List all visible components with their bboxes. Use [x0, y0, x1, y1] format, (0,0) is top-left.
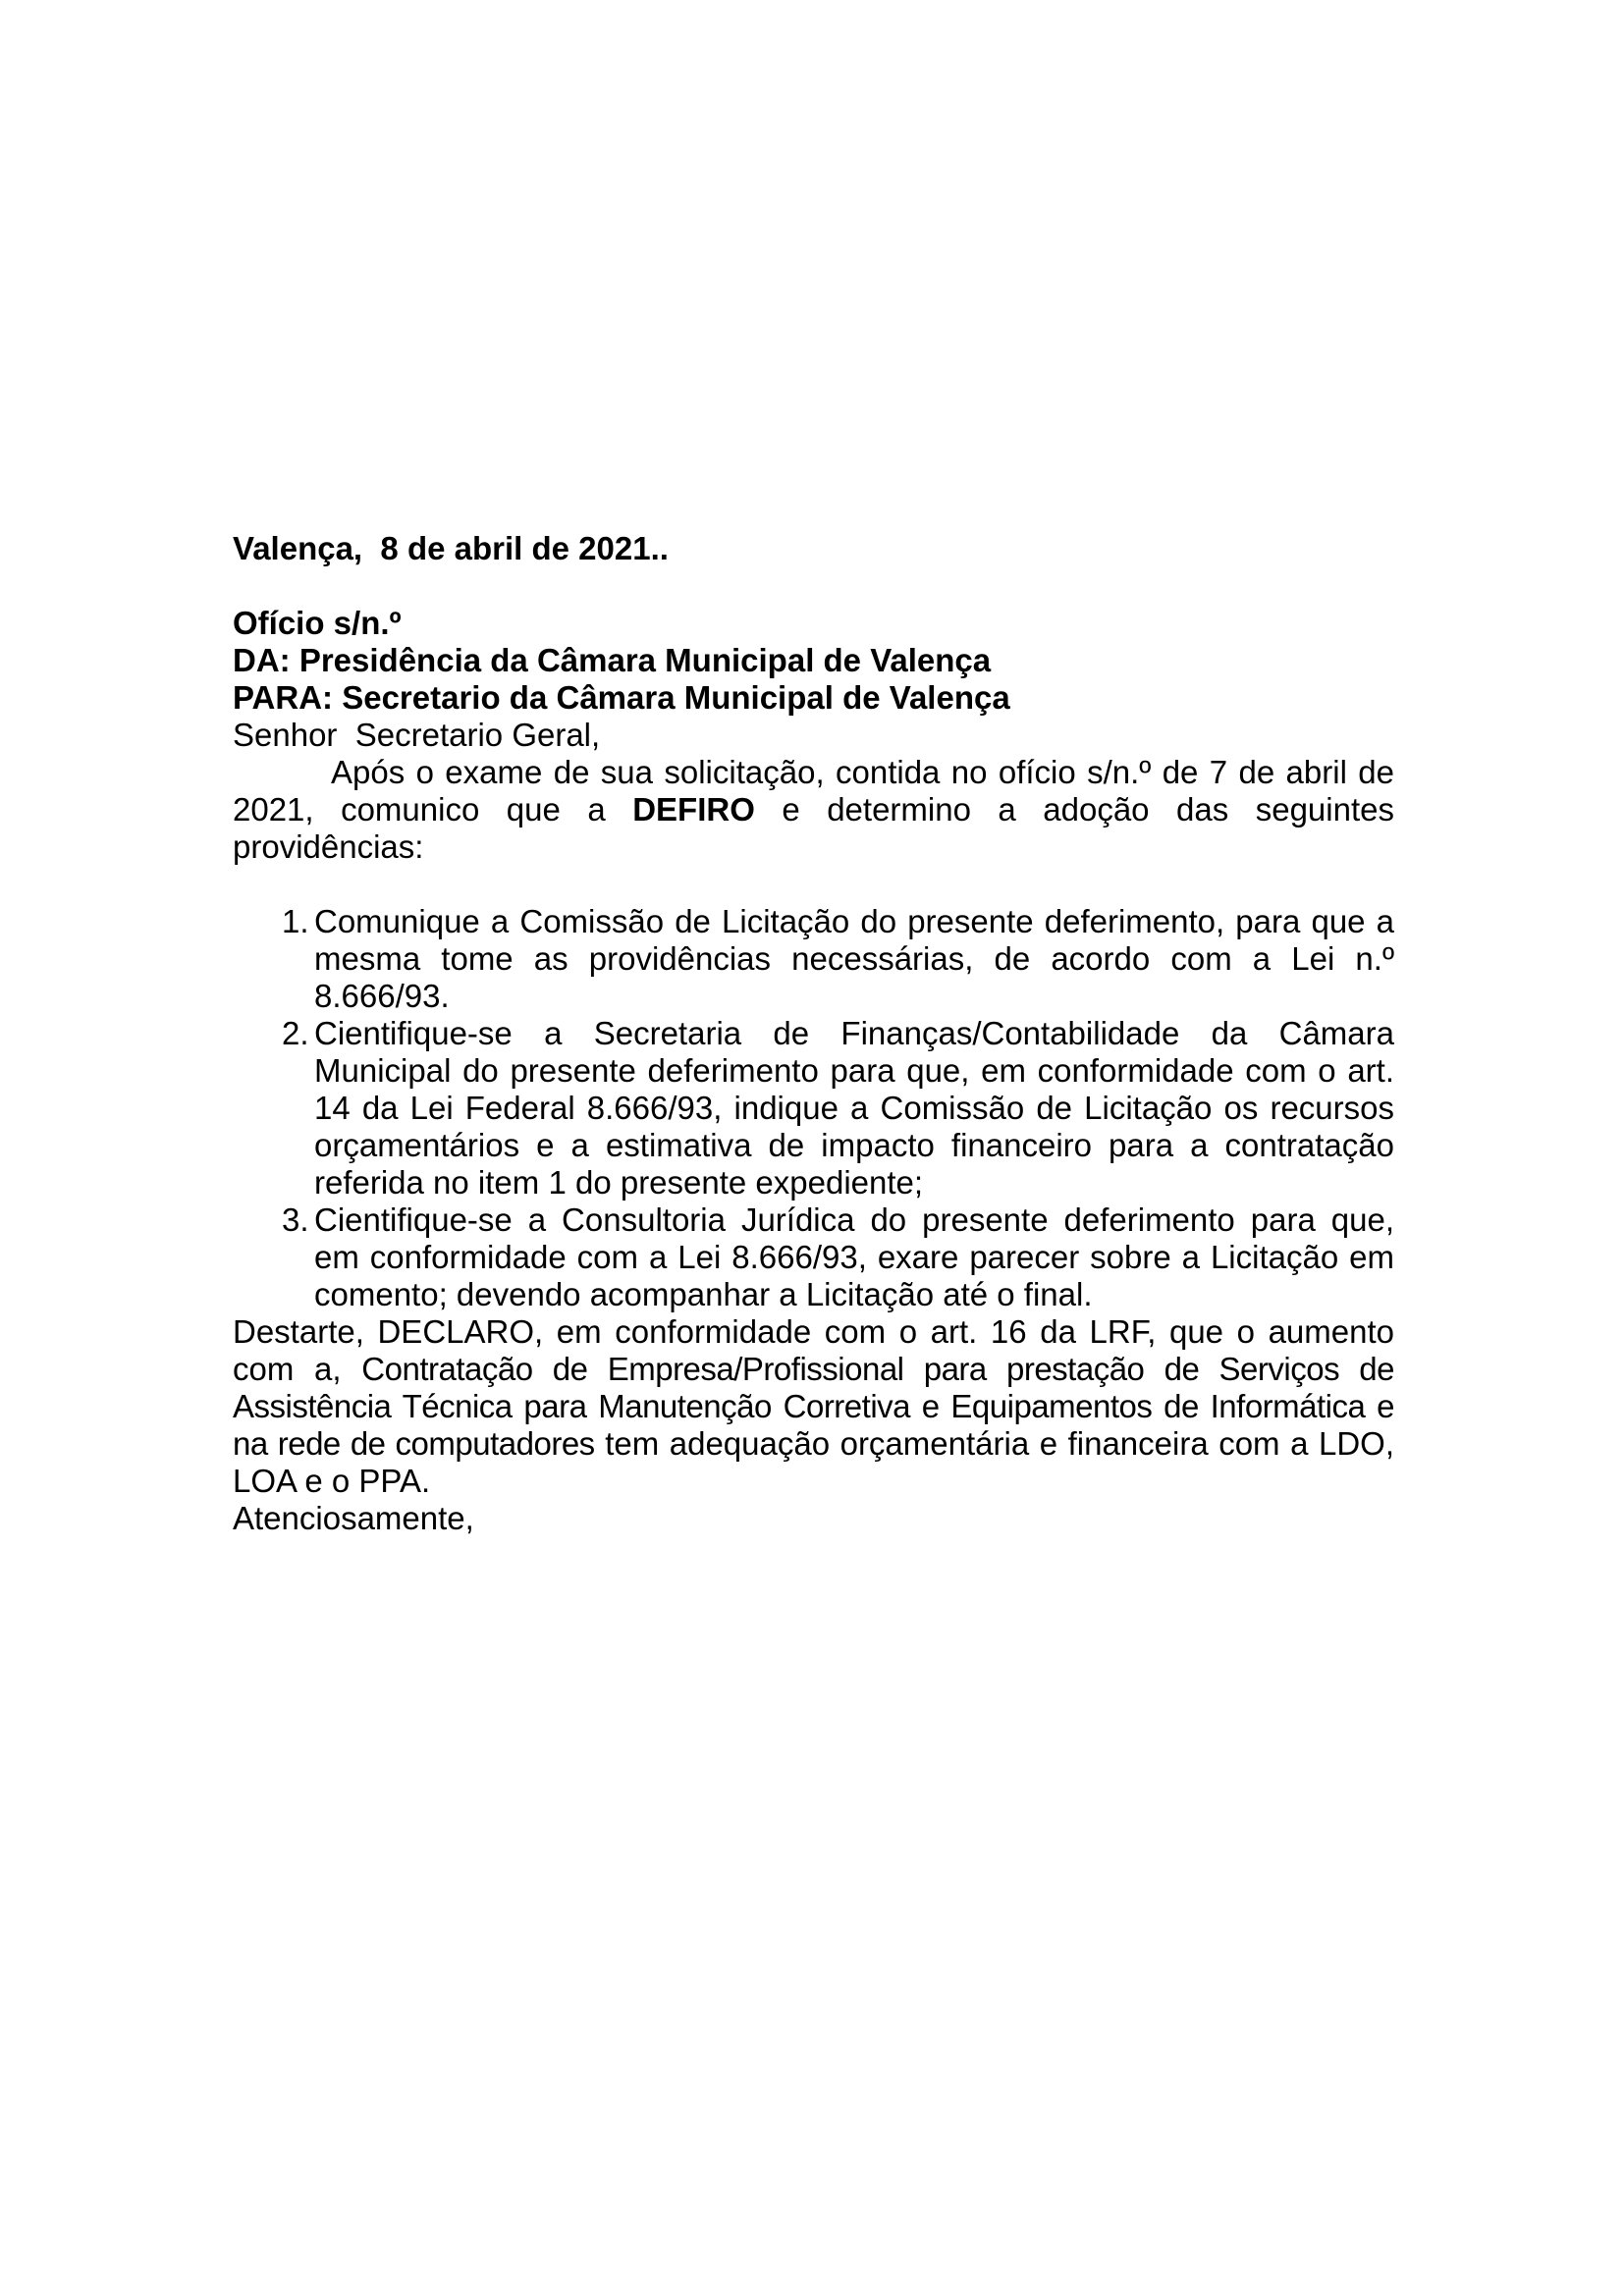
list-item-number: 1. — [282, 903, 309, 939]
oficio-number-line: Ofício s/n.º — [233, 605, 402, 641]
from-line: DA: Presidência da Câmara Municipal de Valença — [233, 642, 992, 678]
to-line: PARA: Secretario da Câmara Municipal de Valença — [233, 679, 1010, 716]
contract-object-phrase: Contratação de Empresa/Profissional para prestação de Serviços de Assistência Técnica para Manutenção Corretiva e Equipamentos de Informática e na rede de computadores — [233, 1351, 1394, 1462]
opening-text-pre: Após o exame de sua solicitação, contida no ofício s/n.º de 7 de abril de 2021, comunico que a — [233, 754, 1394, 828]
opening-paragraph — [233, 754, 1394, 866]
list-item — [233, 1015, 1394, 1201]
list-item-text: Cientifique-se a Consultoria Jurídica do presente deferimento para que, em conformidade com a Lei 8.666/93, exare parecer sobre a Licitação em comento; devendo acompanhar a Licitação até o final. — [314, 1201, 1394, 1312]
list-item-number: 2. — [282, 1015, 309, 1051]
list-item-text: Cientifique-se a Secretaria de Finanças/Contabilidade da Câmara Municipal do presente deferimento para que, em conformidade com o art. 14 da Lei Federal 8.666/93, indique a Comissão de Licitação os recursos orçamentários e a estimativa de impacto financeiro para a contratação referida no item 1 do presente expediente; — [314, 1015, 1394, 1201]
list-item — [233, 903, 1394, 1015]
opening-text-post: e determino a adoção das seguintes providências: — [233, 791, 1394, 865]
letter-header — [233, 605, 1394, 717]
closing-salutation: Atenciosamente, — [233, 1500, 474, 1536]
directives-list — [233, 903, 1394, 1313]
list-item-text: Comunique a Comissão de Licitação do presente deferimento, para que a mesma tome as providências necessárias, de acordo com a Lei n.º 8.666/93. — [314, 903, 1394, 1014]
defiro-emphasis: DEFIRO — [632, 791, 755, 828]
salutation: Senhor Secretario Geral, — [233, 717, 601, 753]
list-item-number: 3. — [282, 1201, 309, 1238]
declaration-paragraph — [233, 1313, 1394, 1500]
declaration-text-post: tem adequação orçamentária e financeira com a LDO, LOA e o PPA. — [233, 1425, 1394, 1499]
declaration-text-pre: Destarte, DECLARO, em conformidade com o art. 16 da LRF, que o aumento com a, — [233, 1313, 1394, 1387]
date-line: Valença, 8 de abril de 2021.. — [233, 530, 669, 566]
list-item — [233, 1201, 1394, 1313]
